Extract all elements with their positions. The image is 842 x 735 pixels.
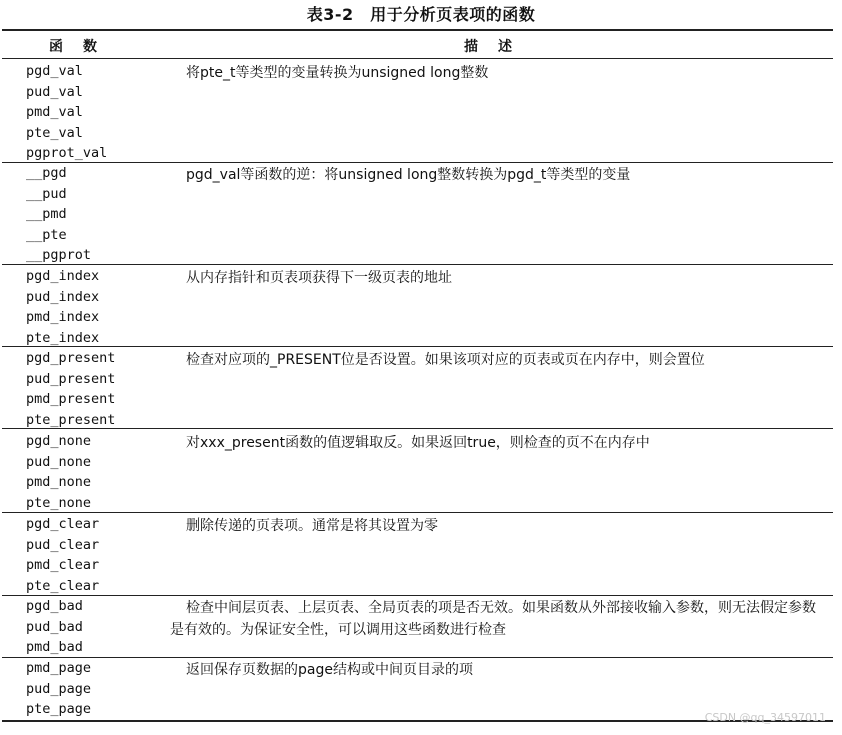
top-rule [2,29,833,31]
row-divider [2,512,833,513]
function-name: pgd_present [26,350,116,366]
function-name: pgd_val [26,63,83,79]
function-list [26,431,91,513]
function-name: pud_val [26,83,83,100]
function-name: pud_index [26,288,100,305]
function-name: pte_index [26,329,100,346]
function-list [26,348,115,430]
function-description: 删除传递的页表项。通常是将其设置为零 [186,518,438,534]
function-name: pgprot_val [26,145,108,162]
function-name: pgd_bad [26,598,83,614]
row-divider [2,595,833,596]
function-name: pud_page [26,680,92,697]
function-list [26,596,83,658]
function-name: pud_present [26,370,116,387]
function-name: pud_bad [26,618,83,635]
function-name: pud_clear [26,536,100,553]
function-name: __pgd [26,165,67,181]
header-functions: 函数 [49,39,117,55]
function-name: __pgprot [26,247,92,264]
function-list [26,658,91,720]
function-description: 检查中间层页表、上层页表、全局页表的项是否无效。如果函数从外部接收输入参数，则无法假定参数是有效的。为保证安全性，可以调用这些函数进行检查 [170,600,816,638]
function-name: pud_none [26,453,92,470]
function-list [26,514,99,596]
function-name: pte_val [26,124,83,141]
function-name: pmd_present [26,391,116,408]
row-divider [2,346,833,347]
function-list [26,61,107,164]
function-name: pmd_clear [26,557,100,574]
row-divider [2,264,833,265]
function-name: __pte [26,226,67,243]
function-description: pgd_val等函数的逆：将unsigned long整数转换为pgd_t等类型的变量 [186,167,631,183]
row-divider [2,162,833,163]
function-name: pte_clear [26,577,100,594]
function-name: pmd_none [26,474,92,491]
function-name: pmd_page [26,660,92,676]
function-description: 将pte_t等类型的变量转换为unsigned long整数 [186,65,489,81]
function-description: 从内存指针和页表项获得下一级页表的地址 [186,270,452,286]
function-description: 对xxx_present函数的值逻辑取反。如果返回true，则检查的页不在内存中 [186,435,650,451]
function-name: __pmd [26,206,67,223]
function-name: pmd_val [26,104,83,121]
header-rule [2,58,833,59]
row-divider [2,428,833,429]
function-name: pte_page [26,701,92,718]
function-name: pgd_clear [26,516,100,532]
function-description: 返回保存页数据的page结构或中间页目录的项 [186,662,473,678]
function-name: pmd_index [26,309,100,326]
function-name: pmd_bad [26,639,83,656]
table-caption: 表3-2 用于分析页表项的函数 [306,5,536,24]
function-name: pgd_index [26,268,100,284]
header-description: 描述 [464,39,532,55]
row-divider [2,657,833,658]
function-name: pte_present [26,411,116,428]
function-name: pgd_none [26,433,92,449]
function-list [26,163,91,266]
function-description: 检查对应项的_PRESENT位是否设置。如果该项对应的页表或页在内存中，则会置位 [186,352,705,368]
function-name: pte_none [26,494,92,511]
function-name: __pud [26,185,67,202]
csdn-watermark: CSDN @qq_34597011 [704,711,826,724]
function-list [26,266,99,348]
